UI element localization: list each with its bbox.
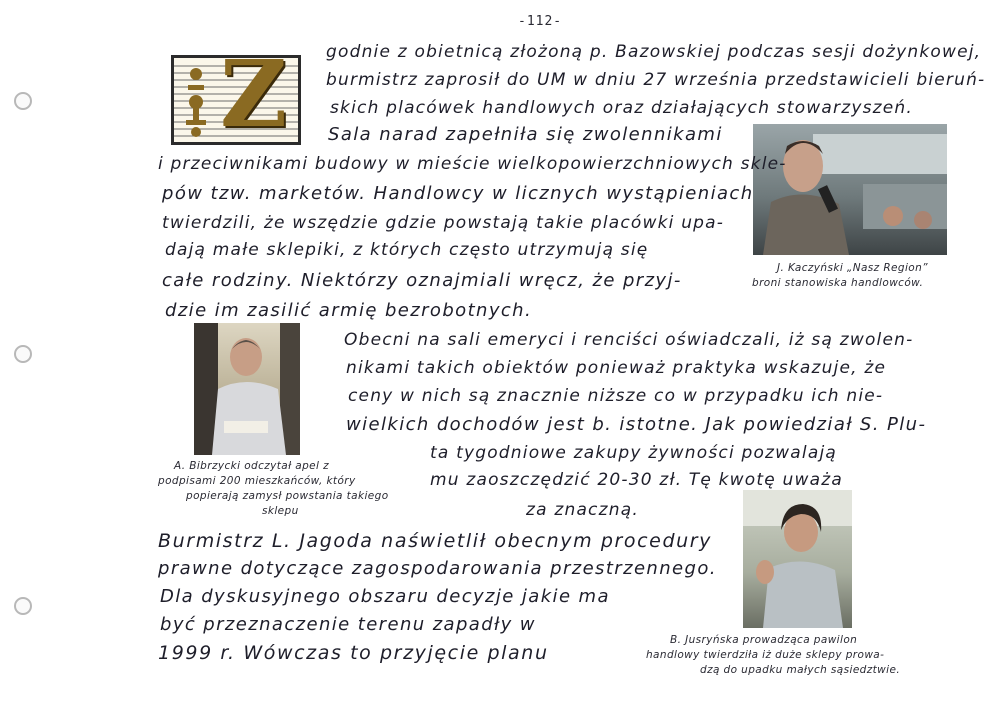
- photo-caption: A. Bibrzycki odczytał apel z: [174, 460, 330, 472]
- photo-caption: podpisami 200 mieszkańców, który: [158, 475, 356, 487]
- text-line: Dla dyskusyjnego obszaru decyzje jakie ma: [160, 586, 610, 607]
- photo-caption: broni stanowiska handlowców.: [752, 277, 924, 289]
- text-line: być przeznaczenie terenu zapadły w: [160, 614, 536, 635]
- text-line: dzie im zasilić armię bezrobotnych.: [165, 300, 533, 321]
- photo-caption: dzą do upadku małych sąsiedztwie.: [700, 664, 901, 676]
- text-line: 1999 r. Wówczas to przyjęcie planu: [158, 642, 549, 664]
- photo-caption: J. Kaczyński „Nasz Region”: [777, 262, 928, 274]
- photo-speaker-microphone: [753, 124, 947, 255]
- photo-caption: handlowy twierdziła iż duże sklepy prowa-: [646, 649, 885, 661]
- binder-hole: [14, 345, 32, 363]
- binder-hole: [14, 92, 32, 110]
- page-number: -112-: [518, 14, 563, 29]
- text-line: nikami takich obiektów ponieważ praktyka wskazuje, że: [346, 358, 887, 378]
- text-line: Obecni na sali emeryci i renciści oświadczali, iż są zwolen-: [344, 330, 914, 350]
- text-line: wielkich dochodów jest b. istotne. Jak powiedział S. Plu-: [346, 414, 927, 435]
- text-line: prawne dotyczące zagospodarowania przestrzennego.: [158, 558, 717, 579]
- binder-hole: [14, 597, 32, 615]
- initial-letter: Z: [220, 55, 288, 145]
- text-line: ta tygodniowe zakupy żywności pozwalają: [430, 443, 837, 463]
- text-line: Burmistrz L. Jagoda naświetlił obecnym procedury: [158, 530, 713, 552]
- text-line: godnie z obietnicą złożoną p. Bazowskiej podczas sesji dożynkowej,: [326, 42, 982, 62]
- text-line: całe rodziny. Niektórzy oznajmiali wręcz, że przyj-: [162, 270, 682, 291]
- text-line: i przeciwnikami budowy w mieście wielkopowierzchniowych skle-: [158, 154, 787, 174]
- photo-caption: sklepu: [262, 505, 299, 517]
- text-line: pów tzw. marketów. Handlowcy w licznych wystąpieniach: [162, 183, 754, 204]
- text-line: za znaczną.: [526, 500, 639, 520]
- text-line: burmistrz zaprosił do UM w dniu 27 września przedstawicieli bieruń-: [326, 70, 986, 90]
- photo-caption: popierają zamysł powstania takiego: [186, 490, 389, 502]
- photo-caption: B. Jusryńska prowadząca pawilon: [670, 634, 858, 646]
- text-line: Sala narad zapełniła się zwolennikami: [328, 124, 723, 145]
- text-line: ceny w nich są znacznie niższe co w przypadku ich nie-: [348, 386, 884, 406]
- decorative-initial: [171, 55, 301, 145]
- text-line: mu zaoszczędzić 20-30 zł. Tę kwotę uważa: [430, 470, 843, 490]
- text-line: dają małe sklepiki, z których często utrzymują się: [165, 240, 649, 260]
- text-line: skich placówek handlowych oraz działających stowarzyszeń.: [330, 98, 914, 118]
- photo-woman-speaking: [743, 490, 852, 628]
- photo-man-reading: [194, 323, 300, 455]
- text-line: twierdzili, że wszędzie gdzie powstają takie placówki upa-: [162, 213, 725, 233]
